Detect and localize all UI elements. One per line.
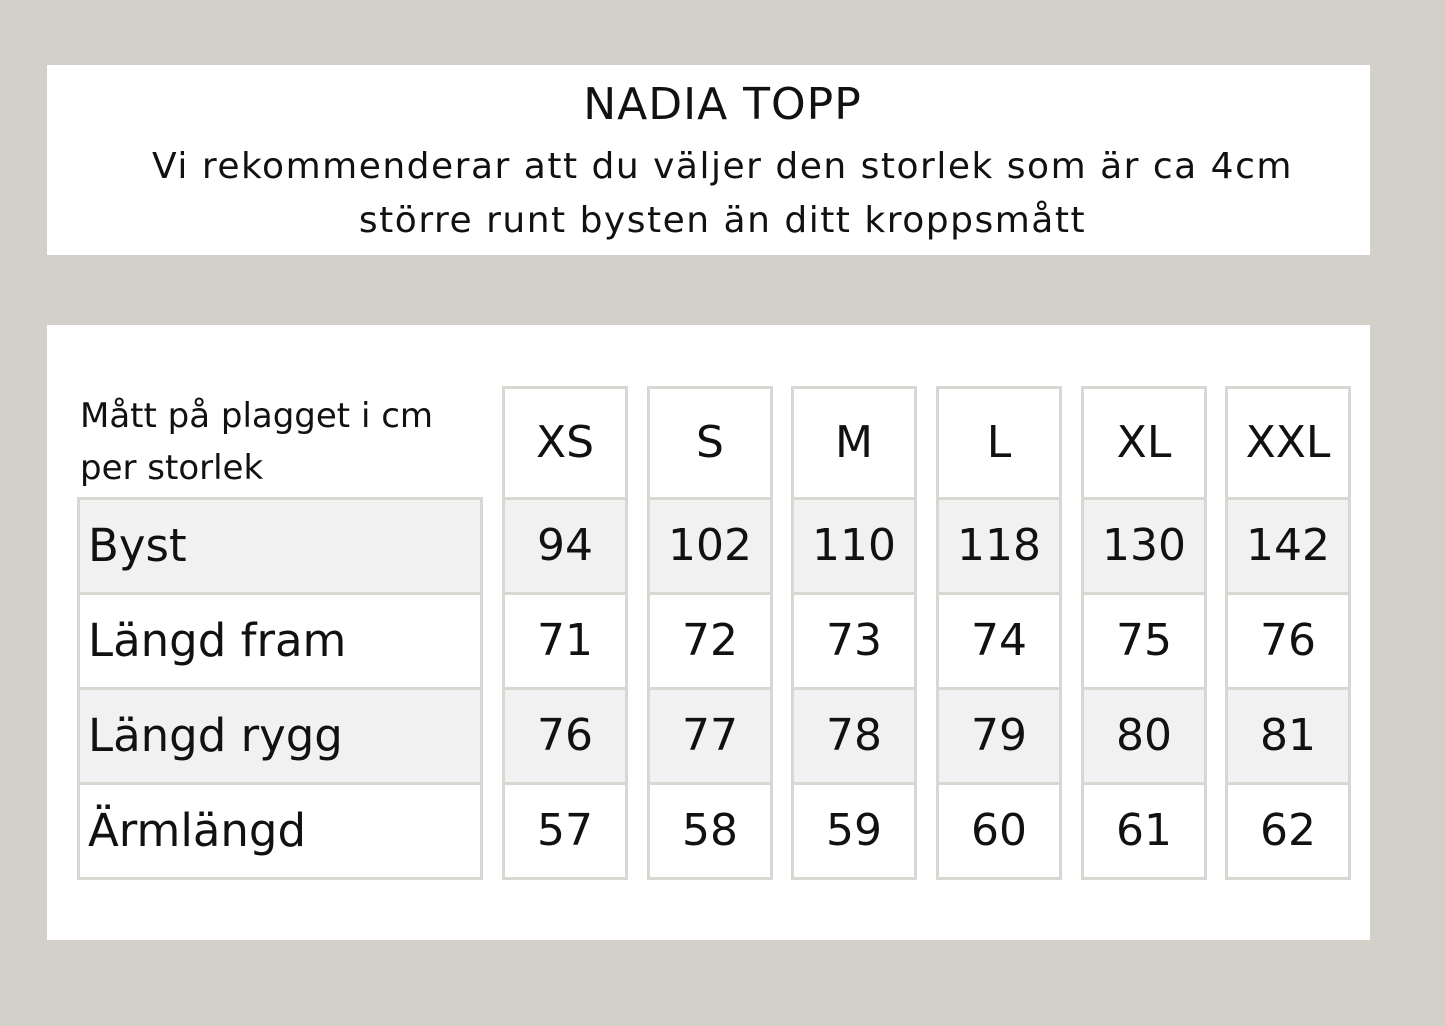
page-title: NADIA TOPP <box>583 79 862 130</box>
table-cell: 81 <box>1228 690 1348 785</box>
table-cell: 110 <box>794 500 914 595</box>
table-caption: Mått på plagget i cm per storlek <box>80 396 434 488</box>
table-cell: 71 <box>505 595 625 690</box>
table-cell: 78 <box>794 690 914 785</box>
size-header: L <box>939 389 1059 500</box>
table-cell: 80 <box>1084 690 1204 785</box>
row-label-langd-rygg: Längd rygg <box>80 690 480 785</box>
size-column-m <box>791 386 917 880</box>
table-cell: 102 <box>650 500 770 595</box>
size-column-s <box>647 386 773 880</box>
size-header: XL <box>1084 389 1204 500</box>
table-cell: 77 <box>650 690 770 785</box>
size-header: XXL <box>1228 389 1348 500</box>
table-cell: 130 <box>1084 500 1204 595</box>
table-cell: 62 <box>1228 785 1348 877</box>
row-label-byst: Byst <box>80 500 480 595</box>
measurement-labels-column <box>77 497 483 880</box>
size-header: S <box>650 389 770 500</box>
table-cell: 142 <box>1228 500 1348 595</box>
table-cell: 94 <box>505 500 625 595</box>
table-cell: 61 <box>1084 785 1204 877</box>
size-header: XS <box>505 389 625 500</box>
table-cell: 75 <box>1084 595 1204 690</box>
table-cell: 58 <box>650 785 770 877</box>
row-label-armlangd: Ärmlängd <box>80 785 480 877</box>
table-cell: 118 <box>939 500 1059 595</box>
table-cell: 76 <box>505 690 625 785</box>
table-cell: 73 <box>794 595 914 690</box>
table-cell: 79 <box>939 690 1059 785</box>
table-cell: 76 <box>1228 595 1348 690</box>
size-column-xxl <box>1225 386 1351 880</box>
size-column-l <box>936 386 1062 880</box>
table-cell: 74 <box>939 595 1059 690</box>
size-column-xs <box>502 386 628 880</box>
size-column-xl <box>1081 386 1207 880</box>
table-cell: 57 <box>505 785 625 877</box>
size-header: M <box>794 389 914 500</box>
table-cell: 59 <box>794 785 914 877</box>
table-cell: 72 <box>650 595 770 690</box>
size-recommendation-text: Vi rekommenderar att du väljer den storlek som är ca 4cm större runt bysten än ditt kroppsmått <box>152 146 1293 241</box>
table-cell: 60 <box>939 785 1059 877</box>
row-label-langd-fram: Längd fram <box>80 595 480 690</box>
